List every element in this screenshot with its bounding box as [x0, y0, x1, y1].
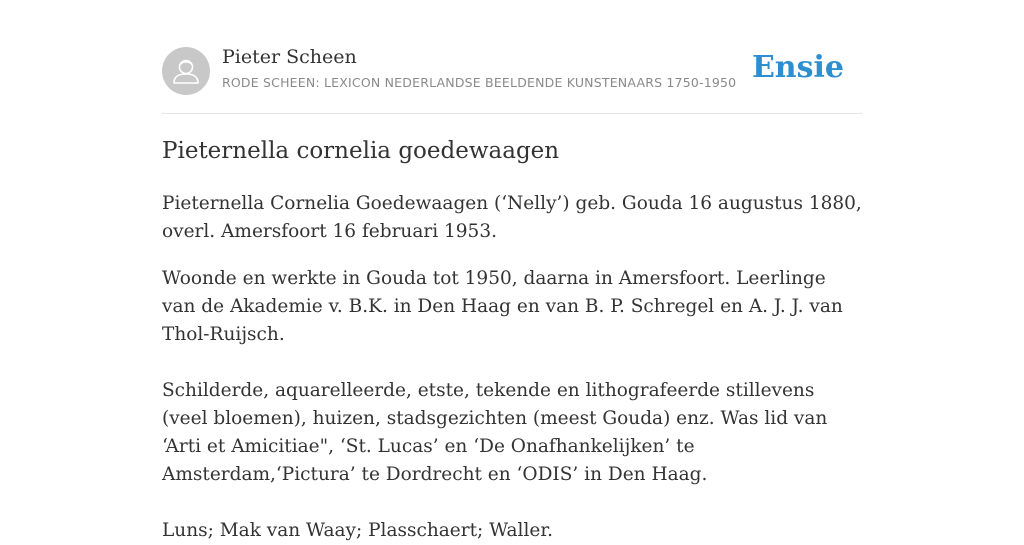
article-body — [162, 190, 862, 545]
author-name[interactable]: Pieter Scheen — [222, 46, 357, 68]
paragraph: Woonde en werkte in Gouda tot 1950, daarna in Amersfoort. Leerlinge van de Akademie v. B.K. in Den Haag en van B. P. Schregel en A. J. J. van Thol-Ruijsch. — [162, 268, 843, 345]
page — [162, 0, 862, 541]
paragraph: Schilderde, aquarelleerde, etste, tekende en lithografeerde stillevens (veel bloemen), huizen, stadsgezichten (meest Gouda) enz. Was lid van ‘Arti et Amicitiae", ‘St. Lucas’ en ‘De Onafhankelijken’ te Amsterdam,‘Pictura’ te Dordrecht en ‘ODIS’ in Den Haag. — [162, 380, 828, 485]
brand-logo[interactable]: Ensie — [751, 50, 844, 85]
avatar[interactable] — [162, 47, 210, 95]
paragraph: Pieternella Cornelia Goedewaagen (‘Nelly’) geb. Gouda 16 augustus 1880, overl. Amersfoort 16 februari 1953. — [162, 193, 862, 242]
paragraph: Luns; Mak van Waay; Plasschaert; Waller. — [162, 520, 554, 541]
article-title: Pieternella cornelia goedewaagen — [162, 138, 560, 164]
user-silhouette-icon — [162, 47, 210, 95]
header — [162, 0, 862, 114]
source-name[interactable]: RODE SCHEEN: LEXICON NEDERLANDSE BEELDENDE KUNSTENAARS 1750-1950 — [222, 75, 737, 90]
